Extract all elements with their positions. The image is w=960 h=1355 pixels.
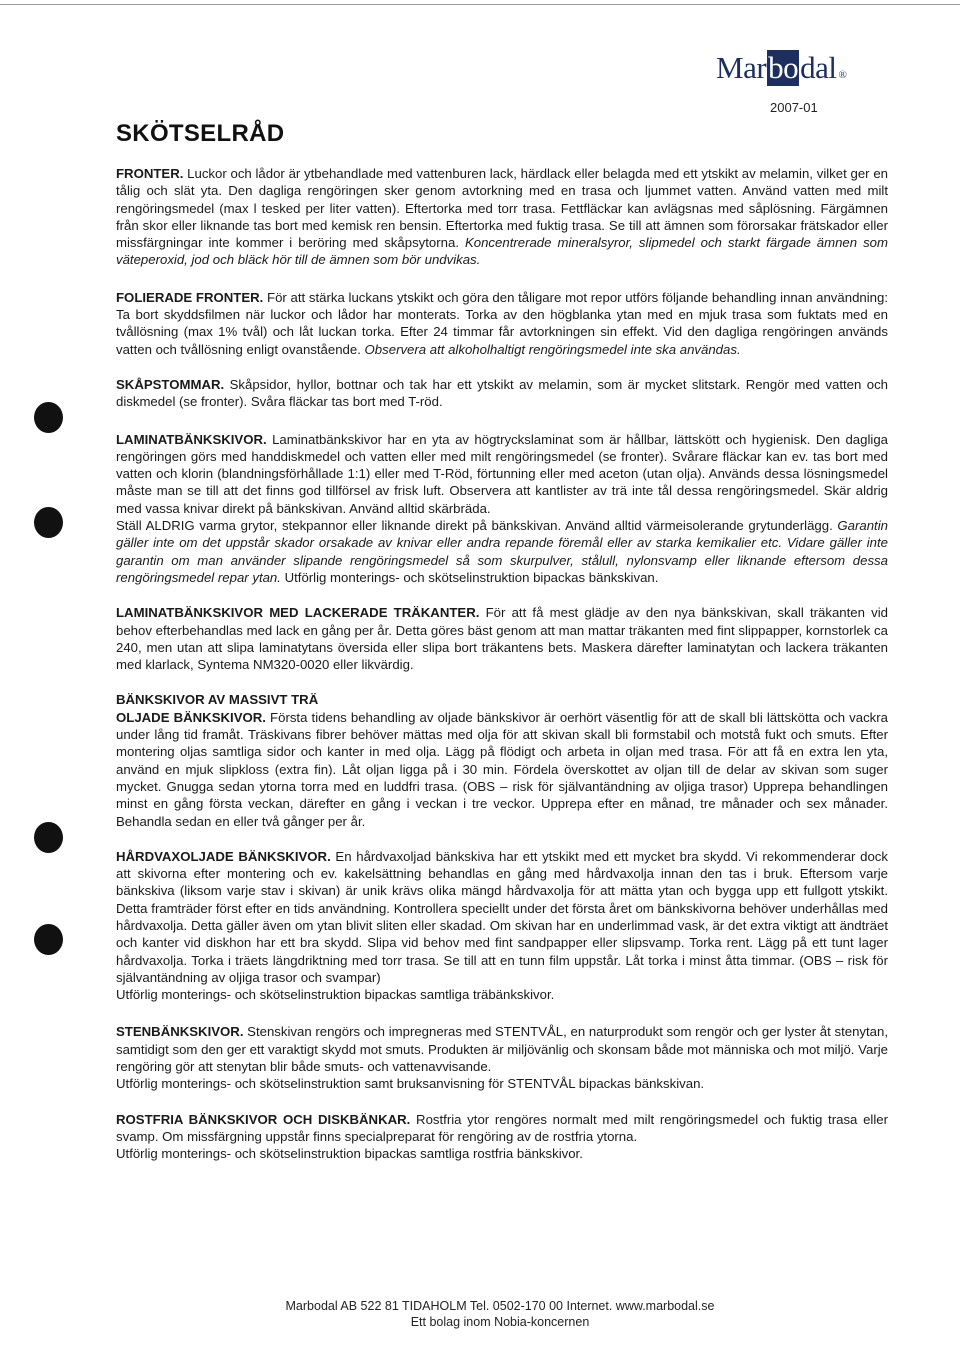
section-text: Första tidens behandling av oljade bänkskivor är oerhört väsentlig för att de skall bli lättskötta och vackra under lång tid framåt. Träskivans fibrer behöver mättas med olja för att skivan skall bli formstabil och motstå fukt och smuts. Efter montering oljas samtliga sidor och kanter in med olja. Lägg på flödigt och arbeta in oljan med trasa. För att få en extra len yta, använd en mjuk slipkloss (extra fin). Låt oljan ligga på i 30 min. Fördela överskottet av oljan till de delar av skivan som suger mycket. Gnugga sedan ytorna torra med en luddfri trasa. (OBS – risk för självantändning av oljiga trasor) Upprepa behandlingen minst en gång första veckan, därefter en gång i veckan i tre veckor. Upprepa efter en månad, tre månader och sex månader. Behandla sedan en eller två gånger per år.	[116, 709, 888, 829]
section-text: Skåpsidor, hyllor, bottnar och tak har ett ytskikt av melamin, som är mycket slitstark. Rengör med vatten och diskmedel (se fronter). Svåra fläckar tas bort med T-röd.	[116, 376, 888, 410]
section-hardvax	[116, 848, 888, 986]
section-italic-note: Koncentrerade mineralsyror, slipmedel och starkt färgade ämnen som väteperoxid, jod och bläck hör till de ämnen som bör undvikas.	[116, 235, 888, 268]
punch-hole	[34, 822, 63, 853]
section-text: Laminatbänkskivor har en yta av högtryckslaminat som är hållbar, lättskött och hygienisk. Den dagliga rengöringen görs med handdiskmedel och vatten eller med milt rengöringsmedel (se fronter). Svårare fläckar kan ev. tas bort med vatten och klorin (blandningsförhållade 1:1) eller med T-Röd, förtunning eller med aceton (utan olja). Används dessa lösningsmedel måste man se till att det finns god tillförsel av frisk luft. Observera att kantlister av trä inte tål dessa rengöringsmedel. Skär aldrig med vassa knivar direkt på bänkskivan. Använd alltid skärbräda.	[116, 431, 888, 516]
section-heading: ROSTFRIA BÄNKSKIVOR OCH DISKBÄNKAR.	[116, 1111, 411, 1127]
logo-text-part3: dal	[800, 50, 837, 85]
document-date: 2007-01	[770, 100, 818, 115]
section-text: Utförlig monterings- och skötselinstruktion bipackas bänkskivan.	[280, 569, 659, 585]
section-heading: LAMINATBÄNKSKIVOR.	[116, 431, 267, 447]
section-oljade	[116, 709, 888, 830]
section-heading: STENBÄNKSKIVOR.	[116, 1024, 244, 1040]
section-text: Utförlig monterings- och skötselinstruktion bipackas samtliga rostfria bänkskivor.	[116, 1146, 583, 1162]
page-title: SKÖTSELRÅD	[116, 120, 285, 147]
section-heading: FOLIERADE FRONTER.	[116, 289, 264, 305]
document-body	[116, 120, 888, 1163]
section-text: Utförlig monterings- och skötselinstruktion bipackas samtliga träbänkskivor.	[116, 987, 555, 1003]
section-lackerade	[116, 604, 888, 673]
section-text: Utförlig monterings- och skötselinstruktion samt bruksanvisning för STENTVÅL bipackas bänkskivan.	[116, 1076, 705, 1092]
top-rule	[0, 4, 960, 5]
section-hardvax-note	[116, 986, 888, 1003]
section-italic-note: Garantin gäller inte om det uppstår skador orsakade av knivar eller andra repande föremål eller av starka kemikalier etc. Vidare gäller inte garantin om man använder slipande rengöringsmedel så som skurpulver, stålull, nylonsvamp eller liknande eftersom dessa rengöringsmedel repar ytan.	[116, 518, 888, 585]
logo-text-part2: bo	[768, 50, 799, 85]
section-skapstommar	[116, 376, 888, 411]
section-folierade	[116, 289, 888, 358]
section-massivt-heading	[116, 691, 888, 708]
section-laminat	[116, 431, 888, 517]
section-sten	[116, 1023, 888, 1075]
section-fronter	[116, 165, 888, 269]
section-heading: HÅRDVAXOLJADE BÄNKSKIVOR.	[116, 848, 331, 864]
section-text: En hårdvaxoljad bänkskiva har ett ytskikt med ett mycket bra skydd. Vi rekommenderar dock att skivorna efter montering och ev. kakelsättning behandlas en gång med hårdvaxolja innan den tas i bruk. Eftersom varje bänkskiva (liksom varje stav i skivan) är unik krävs olika mängd hårdvaxolja för att mätta ytan och bygga upp ett fullgott ytskikt. Detta framträder först efter en tids användning. Kontrollera speciellt under det första året om bänkskivorna behöver underhållas med hårdvaxolja. Detta gäller även om ytan blivit sliten eller skadad. Om skivan har en underlimmad vask, är det extra viktigt att ändträet och kanter vid diskhon har ett bra skydd. Slipa vid behov med fint sandpapper eller slipsvamp. Torka rent. Lägg på ett tunt lager hårdvaxolja. Torka i träets längdriktning med torr trasa. Se till att en tunn film uppstår. Låt torka i minst åtta timmar. (OBS – risk för självantändning av oljiga trasor och svampar)	[116, 848, 888, 985]
section-heading: OLJADE BÄNKSKIVOR.	[116, 709, 266, 725]
logo-registered-mark: ®	[838, 69, 847, 81]
punch-hole	[34, 507, 63, 538]
footer-address: Marbodal AB 522 81 TIDAHOLM Tel. 0502-170 00 Internet. www.marbodal.se	[285, 1299, 715, 1313]
section-italic-note: Observera att alkoholhaltigt rengöringsmedel inte ska användas.	[364, 341, 741, 357]
section-laminat-continued	[116, 517, 888, 586]
section-text: Rostfria ytor rengöres normalt med milt rengöringsmedel och fuktig trasa eller svamp. Om missfärgning uppstår finns specialpreparat för rengöring av de rostfria ytorna.	[116, 1111, 888, 1144]
section-text: För att stärka luckans ytskikt och göra den tåligare mot repor utförs följande behandling innan användning: Ta bort skyddsfilmen när luckor och lådor har monterats. Torka av den högblanka ytan med en mjuk trasa som fuktats med en tvållösning (max 1% tvål) och låt luckan torka. Efter 24 timmar får avtorkningen sin effekt. Vid den dagliga rengöringen används vatten och tvållösning enligt ovanstående.	[116, 289, 888, 357]
footer-company-note: Ett bolag inom Nobia-koncernen	[410, 1315, 590, 1329]
section-heading: LAMINATBÄNKSKIVOR MED LACKERADE TRÄKANTER.	[116, 605, 480, 621]
section-heading: BÄNKSKIVOR AV MASSIVT TRÄ	[116, 692, 319, 708]
punch-hole	[34, 402, 63, 433]
section-rostfria	[116, 1111, 888, 1146]
section-sten-note	[116, 1075, 888, 1092]
page-footer	[0, 1298, 960, 1330]
section-text: Luckor och lådor är ytbehandlade med vattenburen lack, härdlack eller belagda med ett ytskikt av melamin, vilket ger en tålig och slät yta. Den dagliga rengöringen sker genom avtorkning med en trasa och ljummet vatten. Använd vatten med milt rengöringsmedel (max l tesked per liter vatten). Eftertorka med torr trasa. Fettfläckar kan avlägsnas med såplösning. Färgämnen från skor eller liknande tas bort med kemisk ren bensin. Eftertorka med fuktig trasa. Se till att ämnen som förorsakar frätskador eller missfärgningar inte kommer i beröring med skåpsytorna.	[116, 166, 888, 251]
logo-text-part1: Mar	[716, 50, 767, 85]
section-heading: SKÅPSTOMMAR.	[116, 376, 225, 392]
section-text: Ställ ALDRIG varma grytor, stekpannor eller liknande direkt på bänkskivan. Använd alltid värmeisolerande grytunderlägg.	[116, 518, 838, 534]
section-rostfria-note	[116, 1145, 888, 1162]
section-heading: FRONTER.	[116, 166, 184, 181]
marbodal-logo	[716, 50, 846, 84]
section-text: Stenskivan rengörs och impregneras med STENTVÅL, en naturprodukt som rengör och ger lyster åt stenytan, samtidigt som den ger ett varaktigt skydd mot smuts. Produkten är miljövänlig och skonsam både mot människa och mot miljö. Varje rengöring gör att stenytan blir både smuts- och vattenavvisande.	[116, 1024, 888, 1075]
section-text: För att få mest glädje av den nya bänkskivan, skall träkanten vid behov efterbehandlas med lack en gång per år. Detta göres bäst genom att man mattar träkanten med fint slippapper, kornstorlek ca 240, men utan att slipa laminatytans översida eller slipa bort träkantens bets. Maskera därefter laminatytan och lackera träkanten med klarlack, Syntema NM320-0020 eller likvärdig.	[116, 605, 888, 673]
punch-hole	[34, 924, 63, 955]
